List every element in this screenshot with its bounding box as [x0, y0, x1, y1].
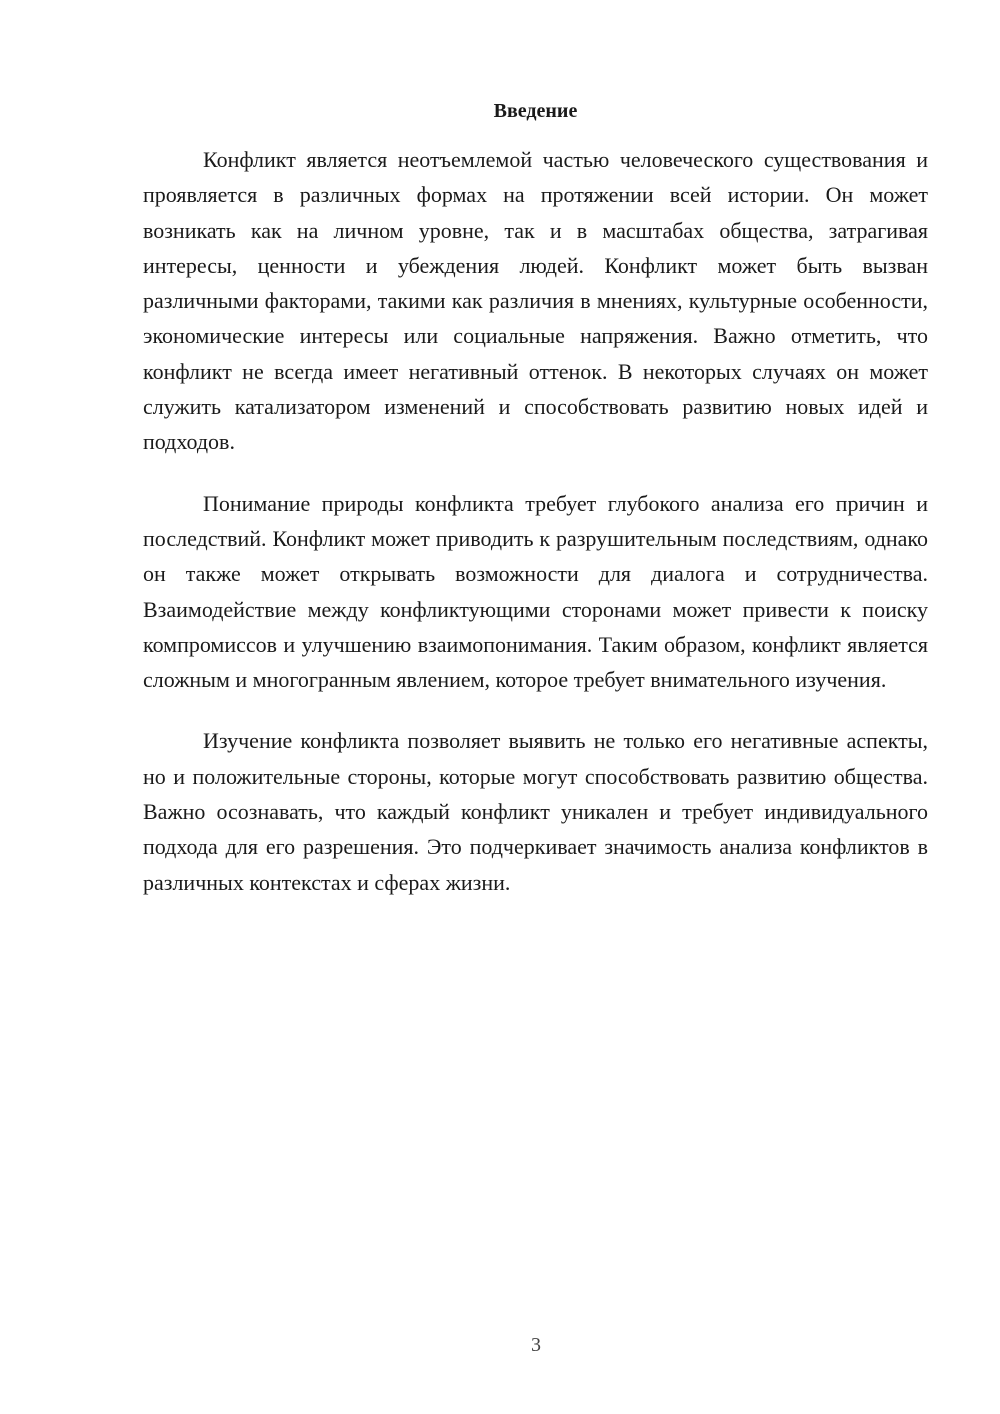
paragraph-2: Понимание природы конфликта требует глубокого анализа его причин и последствий. Конфликт может приводить к разрушительным последствиям, однако он также может открывать возможности для диалога и сотрудничества. Взаимодействие между конфликтующими сторонами может привести к поиску компромиссов и улучшению взаимопонимания. Таким образом, конфликт является сложным и многогранным явлением, которое требует внимательного изучения.: [143, 490, 928, 693]
page-title: Введение: [493, 100, 578, 122]
document-body: [143, 142, 928, 926]
page-number: 3: [531, 1334, 541, 1356]
paragraph-3: Изучение конфликта позволяет выявить не только его негативные аспекты, но и положительные стороны, которые могут способствовать развитию общества. Важно осознавать, что каждый конфликт уникален и требует индивидуального подхода для его разрешения. Это подчеркивает значимость анализа конфликтов в различных контекстах и сферах жизни.: [143, 728, 928, 895]
paragraph-1: Конфликт является неотъемлемой частью человеческого существования и проявляется в различных формах на протяжении всей истории. Он может возникать как на личном уровне, так и в масштабах общества, затрагивая интересы, ценности и убеждения людей. Конфликт может быть вызван различными факторами, такими как различия в мнениях, культурные особенности, экономические интересы или социальные напряжения. Важно отметить, что конфликт не всегда имеет негативный оттенок. В некоторых случаях он может служить катализатором изменений и способствовать развитию новых идей и подходов.: [143, 147, 928, 455]
